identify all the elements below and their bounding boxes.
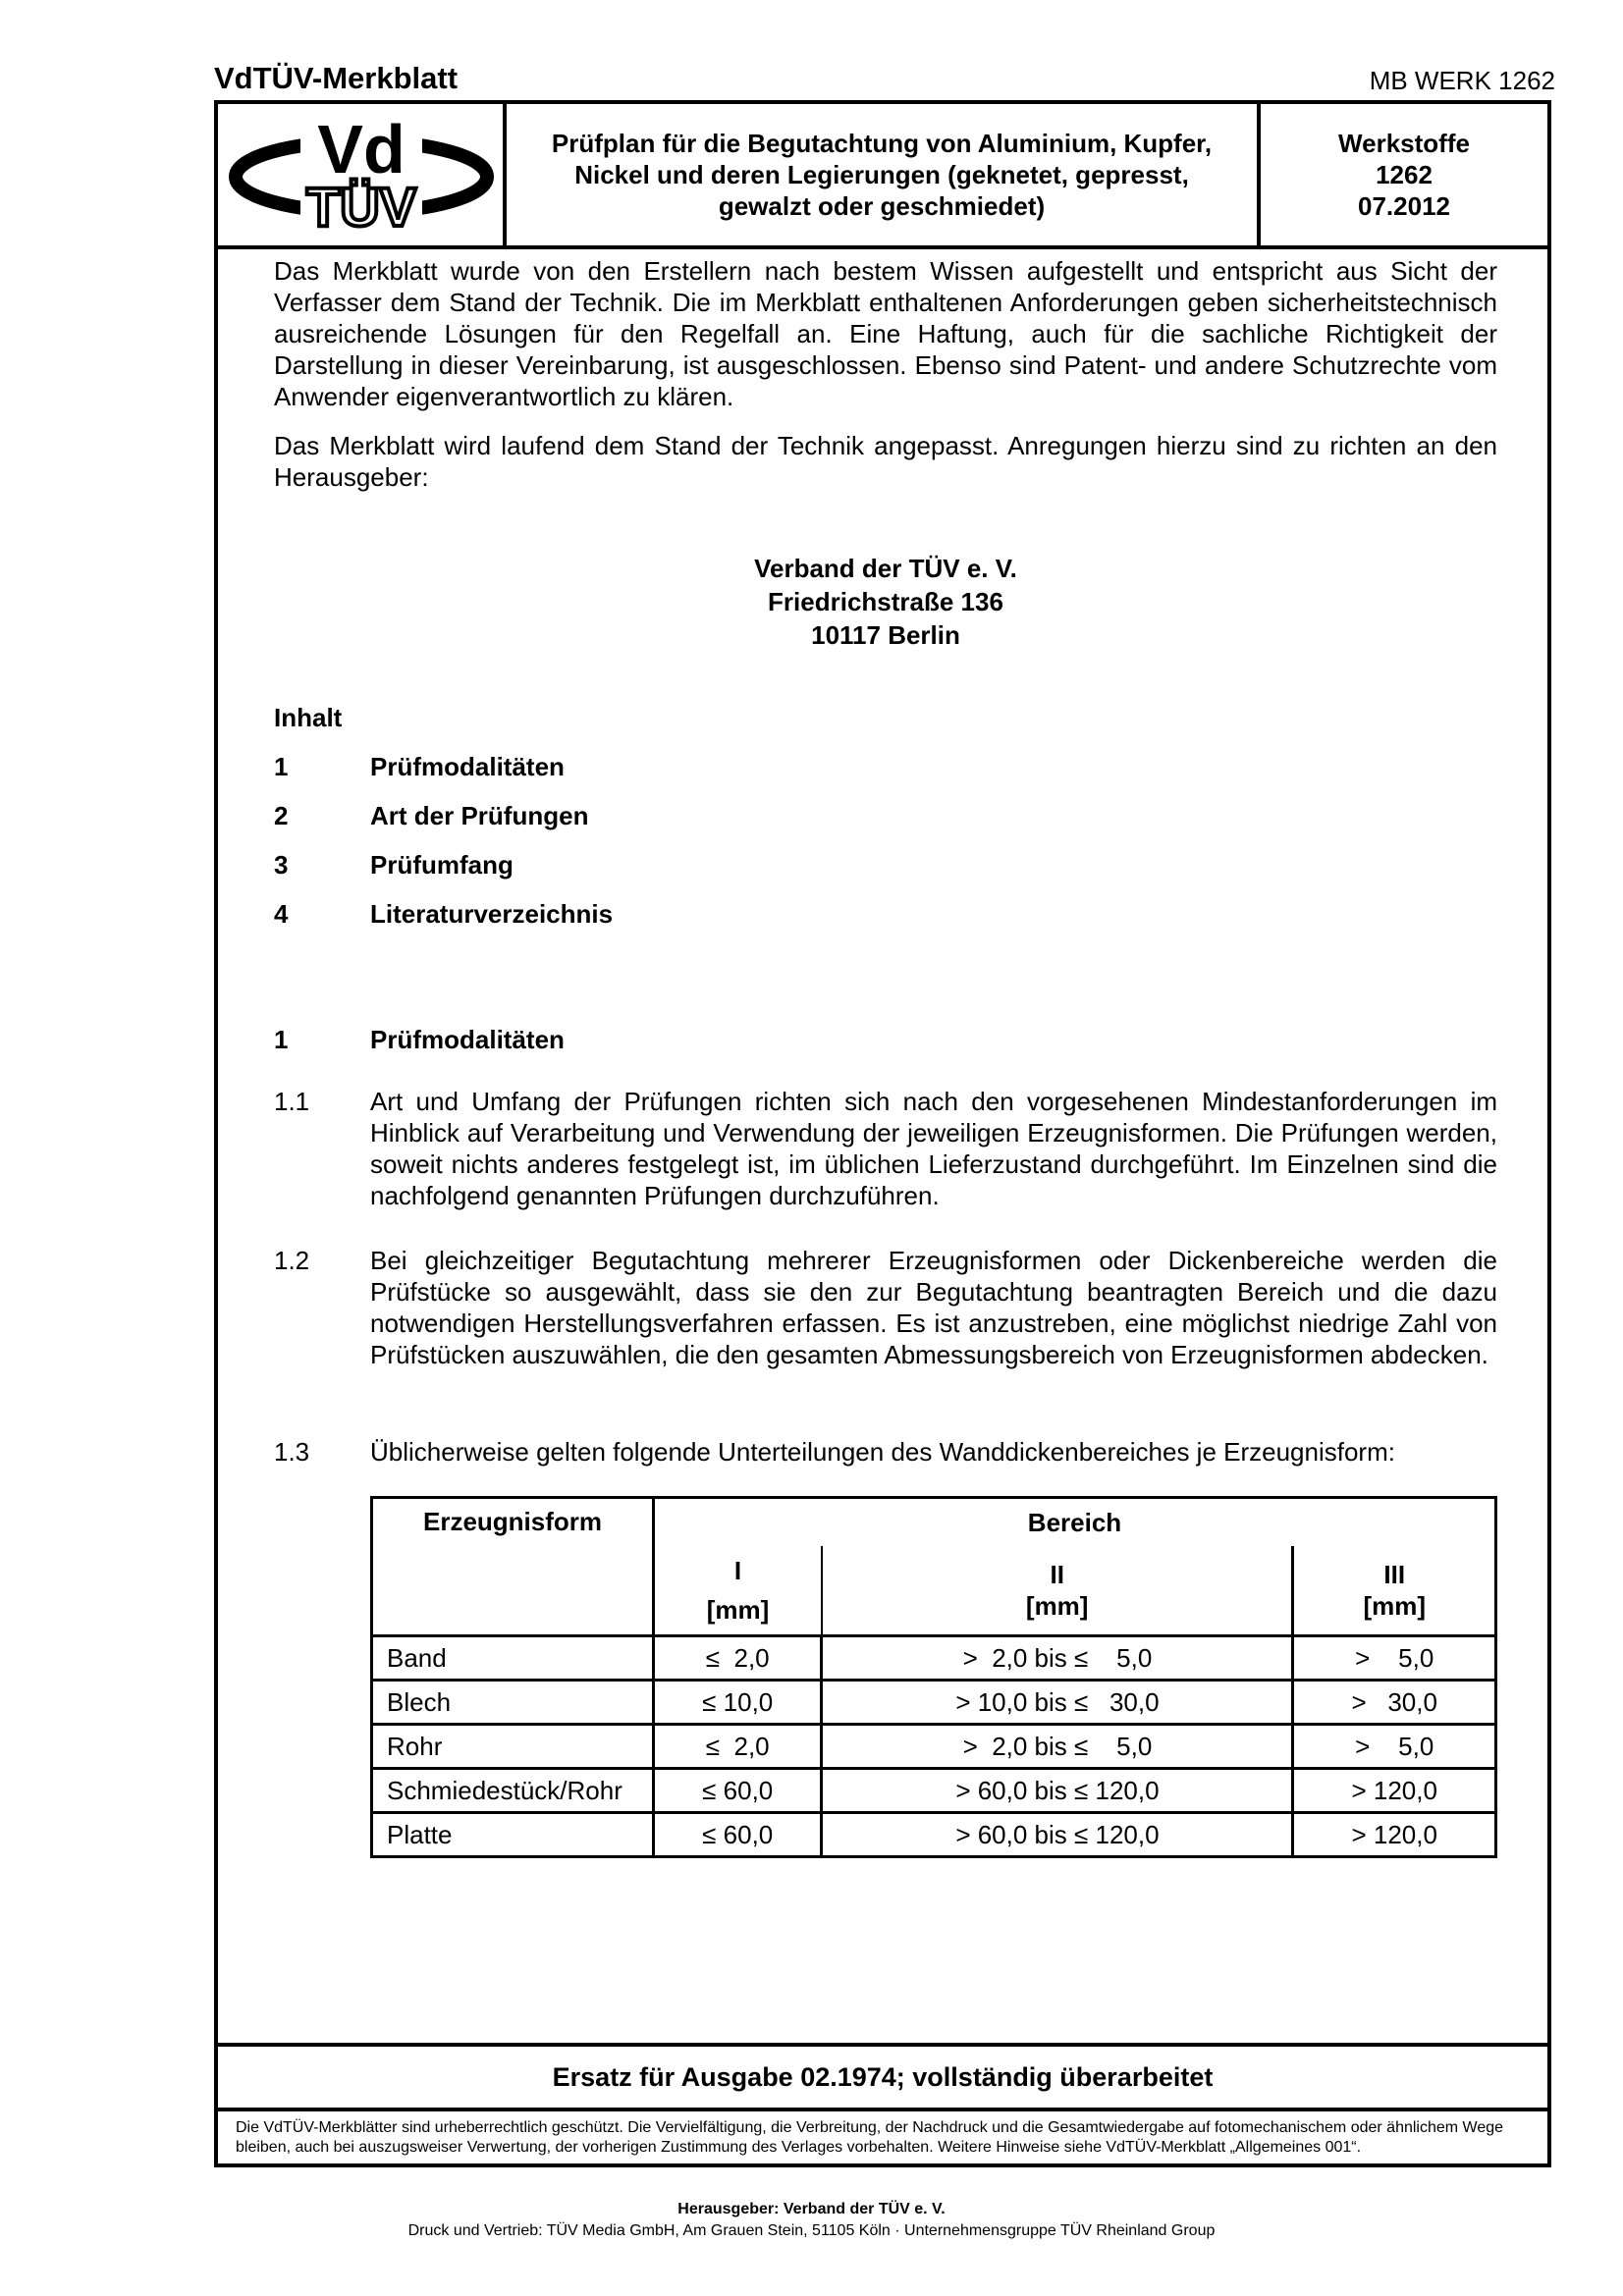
ref-category: Werkstoffe: [1338, 129, 1470, 158]
range-roman: III: [1383, 1560, 1406, 1589]
ref-number: 1262: [1376, 160, 1433, 189]
ref-date: 07.2012: [1358, 191, 1450, 221]
toc-item: [274, 899, 613, 930]
paragraph-text: Bei gleichzeitiger Begutachtung mehrerer Erzeugnisformen oder Dickenbereiche werden die Prüfstücke so ausgewählt, dass sie den zur Begutachtung beantragten Bereich und die dazu notwendigen Herstellungsverfahren erfassen. Es ist anzustreben, eine möglichst niedrige Zahl von Prüfstücken auszuwählen, die den gesamten Abmessungsbereich von Erzeugnisformen abdecken.: [370, 1246, 1497, 1369]
range-unit: [mm]: [1025, 1591, 1089, 1621]
table-row: [372, 1769, 1496, 1813]
toc-item-number: 3: [274, 850, 289, 880]
toc-item-number: 4: [274, 899, 289, 929]
document-reference: [1261, 104, 1547, 245]
section-number: 1: [274, 1025, 289, 1054]
range-unit: [mm]: [1363, 1591, 1426, 1621]
range-roman: II: [1050, 1560, 1064, 1589]
section-title: Prüfmodalitäten: [370, 1025, 565, 1054]
cell-range-ii: > 60,0 bis ≤ 120,0: [822, 1769, 1293, 1813]
document-series-title: VdTÜV-Merkblatt: [214, 61, 459, 95]
cell-range-i: ≤ 2,0: [654, 1636, 822, 1681]
cell-form: Band: [372, 1636, 654, 1681]
document-code: MB WERK 1262: [1369, 66, 1555, 95]
cell-range-ii: > 10,0 bis ≤ 30,0: [822, 1681, 1293, 1725]
cell-form: Blech: [372, 1681, 654, 1725]
col-header-bereich: Bereich: [654, 1498, 1496, 1547]
cell-range-iii: > 5,0: [1293, 1725, 1496, 1769]
numbered-paragraph: [274, 1436, 1497, 1468]
copyright-notice: Die VdTÜV-Merkblätter sind urheberrechtlich geschützt. Die Vervielfältigung, die Verbreitung, der Nachdruck und die Gesamtwiedergabe auf fotomechanischem oder ähnlichem Wege bleiben, auch bei auszugsweiser Verwertung, der vorherigen Zustimmung des Verlages vorbehalten. Weitere Hinweise siehe VdTÜV-Merkblatt „Allgemeines 001“.: [236, 2119, 1504, 2156]
cell-range-ii: > 60,0 bis ≤ 120,0: [822, 1813, 1293, 1857]
cell-range-i: ≤ 2,0: [654, 1725, 822, 1769]
logo-text-tuev: TÜV: [306, 176, 416, 238]
toc-item-number: 2: [274, 801, 289, 830]
address-line: 10117 Berlin: [811, 620, 960, 650]
footer-print-distribution: Druck und Vertrieb: TÜV Media GmbH, Am Grauen Stein, 51105 Köln · Unternehmensgruppe TÜV Rheinland Group: [407, 2222, 1216, 2239]
title-line: Prüfplan für die Begutachtung von Aluminium, Kupfer,: [551, 129, 1213, 158]
numbered-paragraph: [274, 1245, 1497, 1370]
footer-publisher: Herausgeber: Verband der TÜV e. V.: [677, 2201, 946, 2217]
toc-item: [274, 752, 565, 782]
logo-cell: [218, 104, 507, 245]
paragraph-number: 1.1: [274, 1087, 310, 1116]
cell-range-i: ≤ 10,0: [654, 1681, 822, 1725]
address-line: Verband der TÜV e. V.: [754, 554, 1017, 583]
paragraph-text: Art und Umfang der Prüfungen richten sich nach den vorgesehenen Mindestanforderungen im Hinblick auf Verarbeitung und Verwendung der jeweiligen Erzeugnisformen. Die Prüfungen werden, soweit nichts anderes festgelegt ist, im üblichen Lieferzustand durchgeführt. Im Einzelnen sind die nachfolgend genannten Prüfungen durchzuführen.: [370, 1087, 1497, 1210]
cell-range-iii: > 5,0: [1293, 1636, 1496, 1681]
table-row: [372, 1636, 1496, 1681]
cell-range-iii: > 120,0: [1293, 1769, 1496, 1813]
col-header-range-iii: [1293, 1546, 1496, 1636]
publisher-address: [274, 552, 1497, 652]
header-table: [218, 104, 1547, 249]
table-row: [372, 1813, 1496, 1857]
title-line: Nickel und deren Legierungen (geknetet, gepresst,: [574, 160, 1189, 189]
title-line: gewalzt oder geschmiedet): [718, 191, 1046, 221]
toc-item: [274, 801, 588, 831]
document-title: [507, 104, 1261, 245]
toc-item: [274, 850, 514, 881]
range-unit: [mm]: [706, 1595, 770, 1625]
intro-paragraph-1: Das Merkblatt wurde von den Erstellern nach bestem Wissen aufgestellt und entspricht aus Sicht der Verfasser dem Stand der Technik. Die im Merkblatt enthaltenen Anforderungen geben sicherheitstechnisch ausreichende Lösungen für den Regelfall an. Eine Haftung, auch für die sachliche Richtigkeit der Darstellung in dieser Vereinbarung, ist ausgeschlossen. Ebenso sind Patent- und andere Schutzrechte vom Anwender eigenverantwortlich zu klären.: [274, 256, 1497, 411]
thickness-range-table: [370, 1496, 1497, 1858]
cell-form: Rohr: [372, 1725, 654, 1769]
col-header-range-i: [654, 1546, 822, 1636]
cell-range-ii: > 2,0 bis ≤ 5,0: [822, 1636, 1293, 1681]
table-row: [372, 1725, 1496, 1769]
cell-range-iii: > 120,0: [1293, 1813, 1496, 1857]
vdtuev-logo: [218, 104, 503, 245]
paragraph-number: 1.2: [274, 1246, 310, 1275]
numbered-paragraph: [274, 1086, 1497, 1211]
replacement-note: Ersatz für Ausgabe 02.1974; vollständig überarbeitet: [218, 2043, 1547, 2111]
cell-range-i: ≤ 60,0: [654, 1813, 822, 1857]
range-roman: I: [733, 1556, 742, 1585]
cell-form: Schmiedestück/Rohr: [372, 1769, 654, 1813]
paragraph-text: Üblicherweise gelten folgende Unterteilungen des Wanddickenbereiches je Erzeugnisform:: [370, 1437, 1395, 1467]
cell-range-iii: > 30,0: [1293, 1681, 1496, 1725]
toc-item-label: Art der Prüfungen: [370, 801, 589, 830]
table-row: [372, 1681, 1496, 1725]
paragraph-number: 1.3: [274, 1437, 310, 1467]
col-header-form: Erzeugnisform: [372, 1498, 654, 1636]
toc-item-label: Prüfumfang: [370, 850, 514, 880]
page-frame: [214, 100, 1551, 2167]
toc-item-number: 1: [274, 752, 289, 781]
cell-range-i: ≤ 60,0: [654, 1769, 822, 1813]
col-header-range-ii: [822, 1546, 1293, 1636]
toc-item-label: Literaturverzeichnis: [370, 899, 614, 929]
logo-text-vd: Vd: [317, 111, 406, 187]
section-heading: [274, 1025, 565, 1055]
toc-item-label: Prüfmodalitäten: [370, 752, 565, 781]
cell-range-ii: > 2,0 bis ≤ 5,0: [822, 1725, 1293, 1769]
intro-paragraph-2: Das Merkblatt wird laufend dem Stand der Technik angepasst. Anregungen hierzu sind zu richten an den Herausgeber:: [274, 431, 1497, 492]
address-line: Friedrichstraße 136: [768, 587, 1003, 616]
toc-heading: Inhalt: [274, 703, 343, 732]
cell-form: Platte: [372, 1813, 654, 1857]
